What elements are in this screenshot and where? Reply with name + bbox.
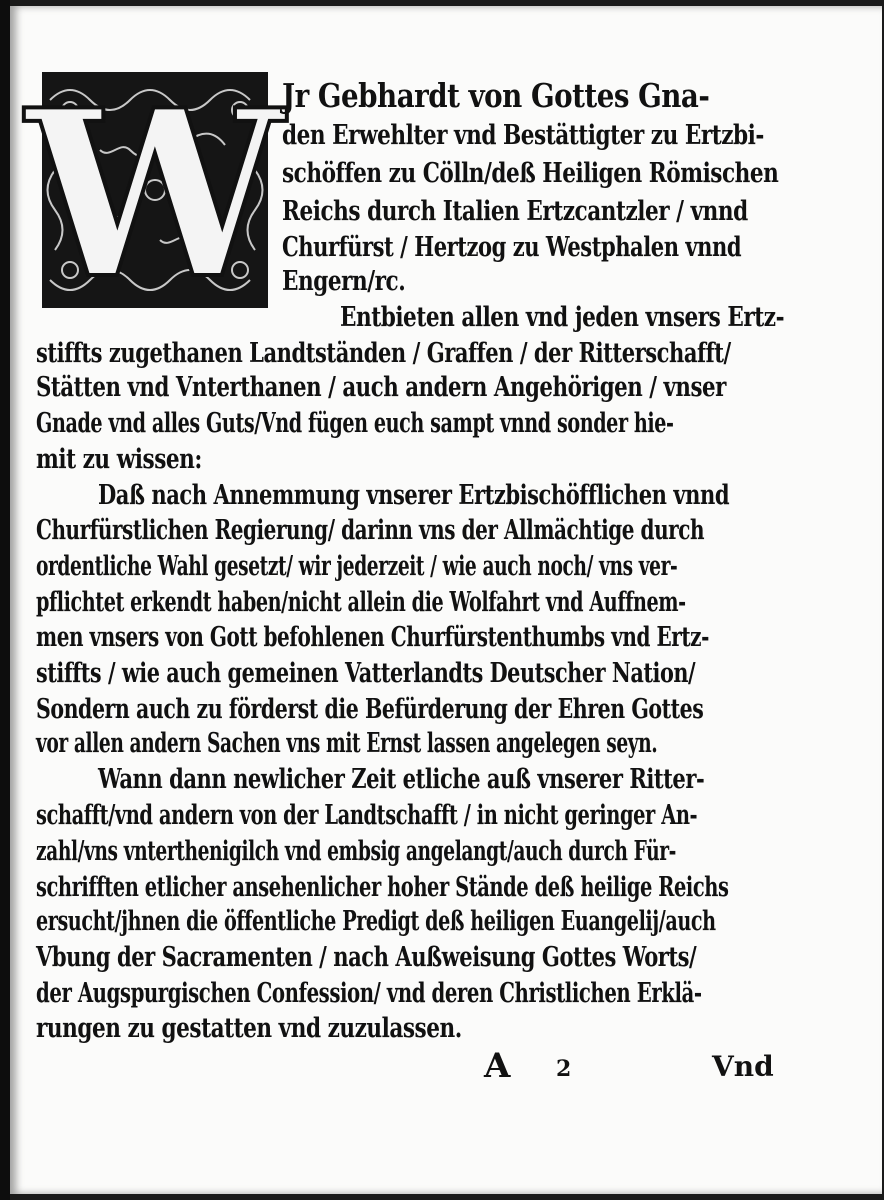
text-line-13: Churfürstlichen Regierung/ darinn vns der Allmächtige durch	[36, 515, 705, 546]
initial-letter: W	[25, 60, 285, 330]
text-line-15: pflichtet erkendt haben/nicht allein die Wolfahrt vnd Auffnem-	[36, 587, 686, 618]
signature-mark: A	[484, 1046, 511, 1086]
text-line-19: vor allen andern Sachen vns mit Ernst lassen angelegen seyn.	[36, 728, 658, 759]
text-line-3: schöffen zu Cölln/deß Heiligen Römischen	[282, 158, 779, 189]
text-line-7: Entbieten allen vnd jeden vnsers Ertz-	[340, 302, 785, 333]
text-line-1: Jr Gebhardt von Gottes Gna-	[282, 76, 710, 115]
book-spine-shadow	[0, 0, 10, 1200]
text-line-16: men vnsers von Gott befohlenen Churfürstenthumbs vnd Ertz-	[36, 622, 709, 653]
text-line-10: Gnade vnd alles Guts/Vnd fügen euch sampt vnnd sonder hie-	[36, 408, 674, 439]
text-line-18: Sondern auch zu förderst die Befürderung der Ehren Gottes	[36, 694, 704, 725]
text-line-23: schrifften etlicher ansehenlicher hoher Stände deß heilige Reichs	[36, 872, 729, 903]
text-line-5: Churfürst / Hertzog zu Westphalen vnnd	[282, 232, 742, 263]
decorated-initial-w	[25, 60, 285, 330]
text-line-25: Vbung der Sacramenten / nach Außweisung Gottes Worts/	[36, 942, 697, 973]
text-line-24: ersucht/jhnen die öffentliche Predigt deß heiligen Euangelij/auch	[36, 906, 716, 937]
catchword: Vnd	[712, 1050, 774, 1083]
text-line-21: schafft/vnd andern von der Landtschafft / in nicht geringer An-	[36, 800, 698, 831]
page-number: 2	[556, 1056, 572, 1082]
text-line-26: der Augspurgischen Confession/ vnd deren Christlichen Erklä-	[36, 978, 702, 1009]
text-line-4: Reichs durch Italien Ertzcantzler / vnnd	[282, 196, 748, 227]
text-line-8: stiffts zugethanen Landtständen / Graffen / der Ritterschafft/	[36, 338, 731, 369]
text-line-14: ordentliche Wahl gesetzt/ wir jederzeit / wie auch noch/ vns ver-	[36, 551, 678, 582]
text-line-22: zahl/vns vnterthenigilch vnd embsig angelangt/auch durch Für-	[36, 836, 676, 867]
text-line-17: stiffts / wie auch gemeinen Vatterlandts Deutscher Nation/	[36, 658, 696, 689]
text-line-2: den Erwehlter vnd Bestättigter zu Ertzbi-	[282, 120, 764, 151]
text-line-11: mit zu wissen:	[36, 444, 202, 475]
text-line-12: Daß nach Annemmung vnserer Ertzbischöfflichen vnnd	[98, 480, 730, 511]
text-line-9: Stätten vnd Vnterthanen / auch andern Angehörigen / vnser	[36, 372, 726, 403]
text-line-27: rungen zu gestatten vnd zuzulassen.	[36, 1013, 462, 1044]
text-line-6: Engern/rc.	[282, 266, 406, 297]
text-line-20: Wann dann newlicher Zeit etliche auß vnserer Ritter-	[98, 764, 705, 795]
